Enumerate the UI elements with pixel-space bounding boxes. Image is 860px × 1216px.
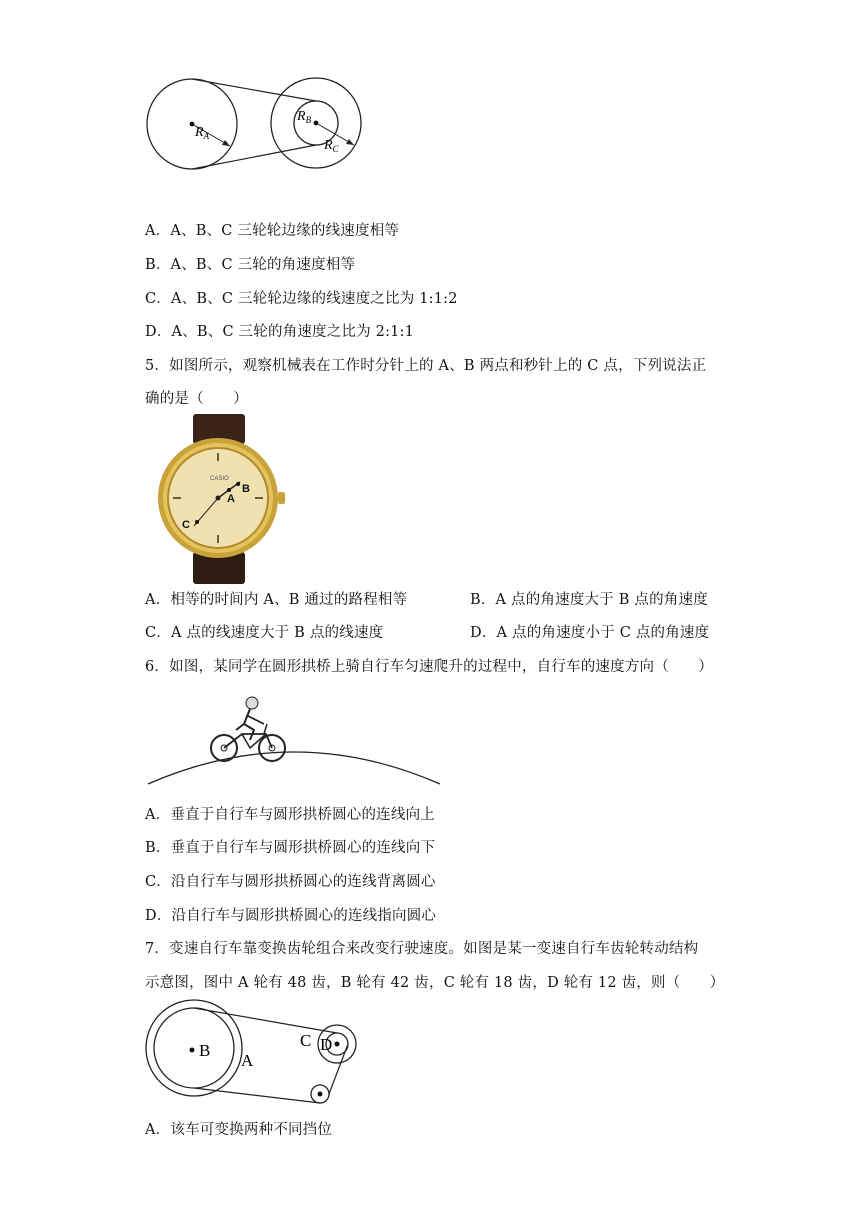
gear-label-d: D [320, 1035, 333, 1054]
q4-option-b: B．A、B、C 三轮的角速度相等 [145, 257, 356, 273]
watch-label-c: C [182, 519, 190, 531]
q7-stem-line1: 7．变速自行车靠变换齿轮组合来改变行驶速度。如图是某一变速自行车齿轮转动结构 [145, 941, 699, 957]
q6-option-c: C．沿自行车与圆形拱桥圆心的连线背离圆心 [145, 874, 436, 890]
q4-option-a: A．A、B、C 三轮轮边缘的线速度相等 [145, 223, 400, 239]
q4-option-c: C．A、B、C 三轮轮边缘的线速度之比为 1:1:2 [145, 291, 458, 307]
q4-option-d: D．A、B、C 三轮的角速度之比为 2:1:1 [145, 324, 415, 340]
q6-option-b: B．垂直于自行车与圆形拱桥圆心的连线向下 [145, 840, 436, 856]
q5-option-c: C．A 点的线速度大于 B 点的线速度 [145, 625, 384, 641]
label-ra: $R_A$ [195, 125, 210, 141]
gear-diagram [140, 998, 370, 1108]
q5-stem-line1: 5．如图所示，观察机械表在工作时分针上的 A、B 两点和秒针上的 C 点，下列说法正 [145, 358, 707, 374]
q5-option-b: B．A 点的角速度大于 B 点的角速度 [470, 592, 708, 608]
gear-label-a: A [241, 1051, 254, 1070]
q6-option-d: D．沿自行车与圆形拱桥圆心的连线指向圆心 [145, 908, 437, 924]
q6-option-a: A．垂直于自行车与圆形拱桥圆心的连线向上 [145, 807, 435, 823]
pulley-diagram [140, 66, 380, 196]
watch-image [156, 414, 286, 584]
gear-label-b: B [199, 1041, 211, 1060]
watch-label-a: A [227, 493, 235, 505]
q5-option-d: D．A 点的角速度小于 C 点的角速度 [470, 625, 710, 641]
q7-stem-line2: 示意图，图中 A 轮有 48 齿，B 轮有 42 齿，C 轮有 18 齿，D 轮有 12 齿，则（ ） [145, 975, 725, 991]
watch-brand: CASIO [210, 476, 229, 482]
q6-stem: 6．如图，某同学在圆形拱桥上骑自行车匀速爬升的过程中，自行车的速度方向（ ） [145, 659, 714, 675]
q5-option-a: A．相等的时间内 A、B 通过的路程相等 [145, 592, 408, 608]
label-rb: $R_B$ [297, 109, 312, 125]
label-rc: $R_C$ [324, 138, 339, 154]
q5-stem-line2: 确的是（ ） [145, 391, 248, 407]
q7-option-a: A．该车可变换两种不同挡位 [145, 1122, 333, 1138]
watch-label-b: B [242, 483, 250, 495]
bicycle-bridge-figure [146, 690, 446, 790]
gear-label-c: C [300, 1031, 312, 1050]
